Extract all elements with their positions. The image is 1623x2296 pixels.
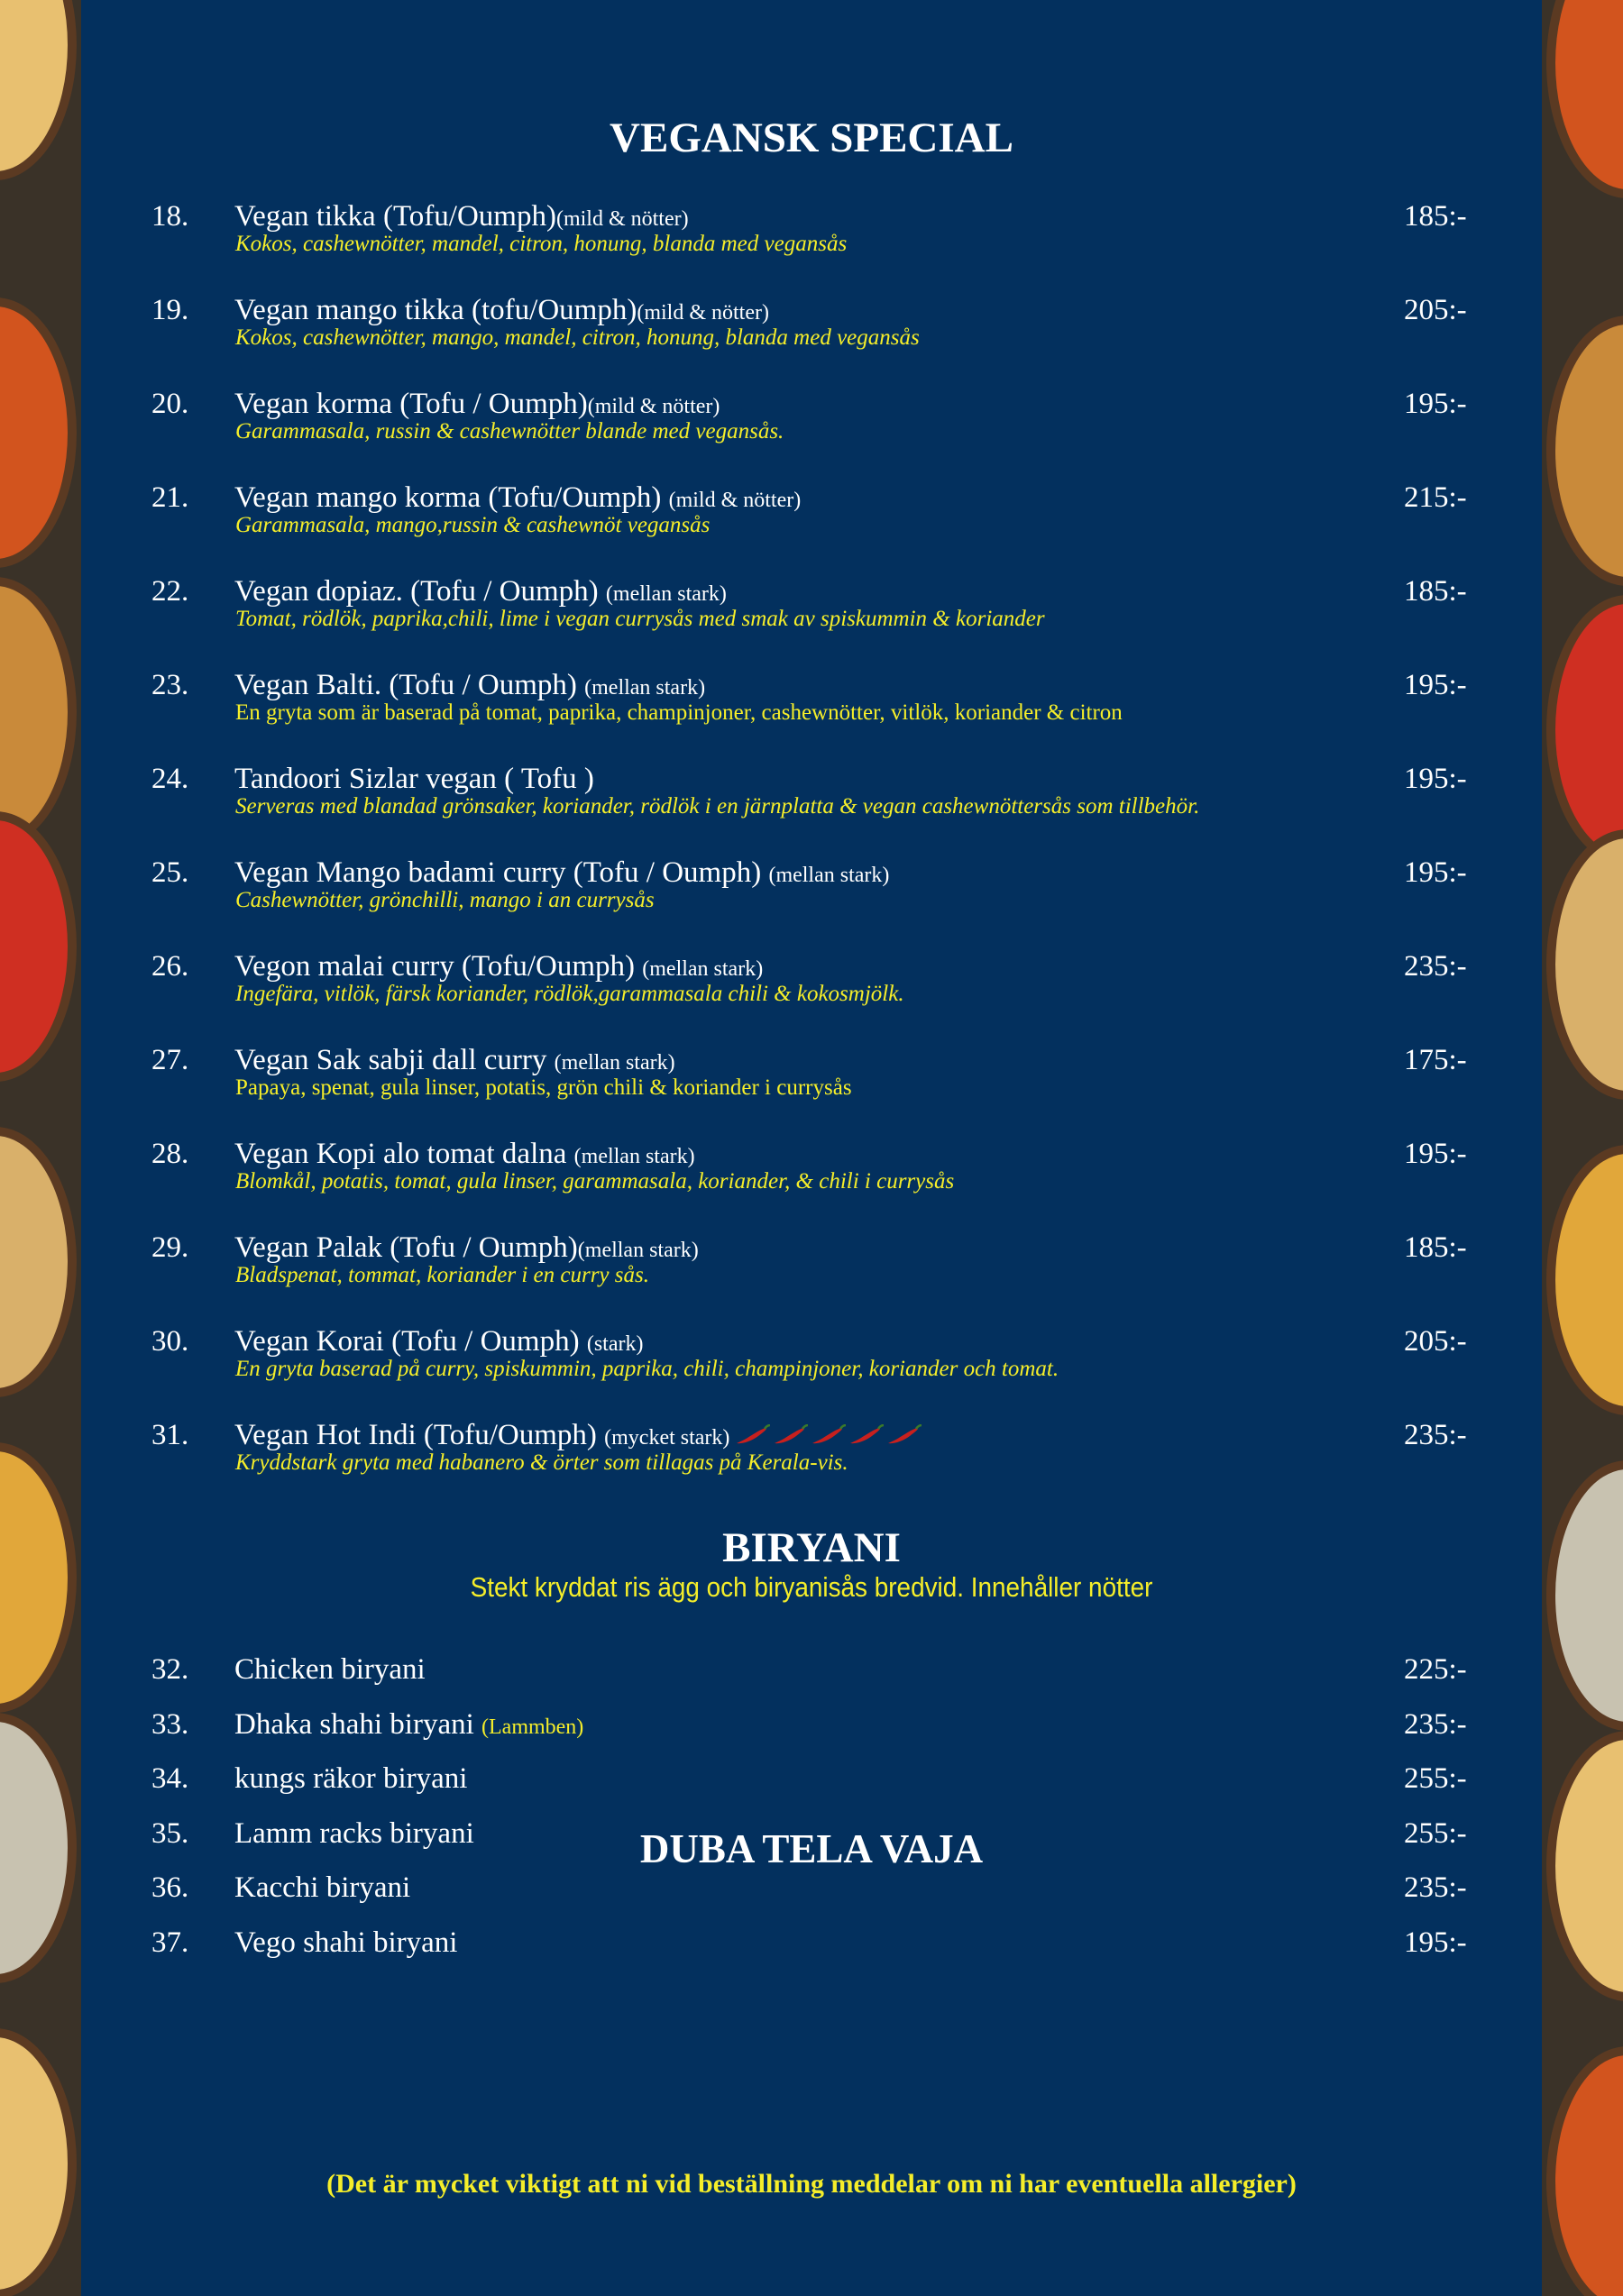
item-description: Blomkål, potatis, tomat, gula linser, garammasala, koriander, & chili i currysås bbox=[235, 1169, 955, 1194]
item-number: 37. bbox=[151, 1926, 189, 1959]
item-description: Kokos, cashewnötter, mango, mandel, citron, honung, blanda med vegansås bbox=[235, 325, 920, 350]
menu-item bbox=[81, 1925, 1542, 1964]
item-number: 19. bbox=[151, 294, 189, 326]
item-number: 31. bbox=[151, 1419, 189, 1451]
item-number: 32. bbox=[151, 1653, 189, 1686]
food-bowl-decoration bbox=[0, 0, 77, 180]
heat-level: (mycket stark) bbox=[604, 1426, 730, 1450]
menu-item bbox=[81, 1761, 1542, 1800]
item-name: Tandoori Sizlar vegan ( Tofu ) bbox=[234, 763, 594, 795]
food-bowl-decoration bbox=[1546, 316, 1623, 586]
menu-item bbox=[81, 761, 1542, 833]
item-name: Vegan Balti. (Tofu / Oumph) bbox=[234, 669, 585, 701]
item-price: 195:- bbox=[1404, 856, 1467, 889]
menu-panel bbox=[81, 0, 1542, 2296]
item-price: 195:- bbox=[1404, 763, 1467, 795]
item-description: Ingefära, vitlök, färsk koriander, rödlök,garammasala chili & kokosmjölk. bbox=[235, 982, 904, 1006]
menu-item bbox=[81, 1417, 1542, 1489]
menu-item bbox=[81, 1870, 1542, 1909]
item-name: Vegan mango korma (Tofu/Oumph) bbox=[234, 481, 669, 514]
item-price: 235:- bbox=[1404, 1707, 1467, 1741]
item-price: 185:- bbox=[1404, 575, 1467, 608]
item-price: 175:- bbox=[1404, 1044, 1467, 1076]
item-price: 185:- bbox=[1404, 200, 1467, 233]
item-price: 255:- bbox=[1404, 1816, 1467, 1850]
item-number: 30. bbox=[151, 1325, 189, 1358]
item-price: 215:- bbox=[1404, 481, 1467, 514]
chili-pepper-icon bbox=[886, 1424, 922, 1446]
food-bowl-decoration bbox=[0, 1127, 77, 1397]
item-number: 26. bbox=[151, 950, 189, 983]
heat-level: (mellan stark) bbox=[605, 582, 727, 606]
heat-level: (mellan stark) bbox=[577, 1239, 699, 1262]
menu-item bbox=[81, 667, 1542, 739]
item-description: Papaya, spenat, gula linser, potatis, grön chili & koriander i currysås bbox=[235, 1075, 852, 1100]
item-price: 205:- bbox=[1404, 1325, 1467, 1358]
item-description: Kokos, cashewnötter, mandel, citron, honung, blanda med vegansås bbox=[235, 232, 848, 256]
food-bowl-decoration bbox=[1546, 1145, 1623, 1415]
item-name: Vegan Sak sabji dall curry bbox=[234, 1044, 555, 1076]
heat-level: (mild & nötter) bbox=[668, 489, 802, 512]
item-price: 255:- bbox=[1404, 1762, 1467, 1795]
item-name: Vegan Korai (Tofu / Oumph) bbox=[234, 1325, 587, 1358]
heat-level: (mild & nötter) bbox=[587, 395, 720, 418]
item-name: Vegon malai curry (Tofu/Oumph) bbox=[234, 950, 643, 983]
food-bowl-decoration bbox=[0, 297, 77, 568]
food-bowl-decoration bbox=[1546, 1460, 1623, 1731]
item-name: Chicken biryani bbox=[234, 1653, 426, 1686]
item-number: 24. bbox=[151, 763, 189, 795]
item-name: Lamm racks biryani bbox=[234, 1816, 474, 1850]
heat-level: (mellan stark) bbox=[554, 1051, 675, 1075]
item-number: 20. bbox=[151, 388, 189, 420]
item-price: 235:- bbox=[1404, 1419, 1467, 1451]
heat-level: (stark) bbox=[586, 1332, 644, 1356]
item-name-line bbox=[234, 761, 594, 797]
allergy-notice: (Det är mycket viktigt att ni vid beställning meddelar om ni har eventuella allergier) bbox=[326, 2169, 1297, 2199]
chili-pepper-icon bbox=[773, 1424, 809, 1446]
item-description: Cashewnötter, grönchilli, mango i an currysås bbox=[235, 888, 655, 912]
menu-item bbox=[81, 1136, 1542, 1208]
item-name: Vegan mango tikka (tofu/Oumph) bbox=[234, 294, 637, 326]
item-price: 185:- bbox=[1404, 1231, 1467, 1264]
menu-item bbox=[81, 386, 1542, 458]
item-price: 235:- bbox=[1404, 1871, 1467, 1904]
menu-item bbox=[81, 198, 1542, 270]
item-price: 195:- bbox=[1404, 669, 1467, 701]
biryani-subtitle: Stekt kryddat ris ägg och biryanisås bredvid. Innehåller nötter bbox=[470, 1571, 1153, 1603]
item-note: (Lammben) bbox=[481, 1715, 584, 1739]
item-name: Vegan Hot Indi (Tofu/Oumph) bbox=[234, 1419, 605, 1451]
item-price: 195:- bbox=[1404, 388, 1467, 420]
menu-item bbox=[81, 948, 1542, 1020]
item-description: Kryddstark gryta med habanero & örter som tillagas på Kerala-vis. bbox=[235, 1450, 848, 1475]
item-description: En gryta som är baserad på tomat, paprika, champinjoner, cashewnötter, vitlök, koriander & citron bbox=[235, 700, 1123, 725]
item-number: 35. bbox=[151, 1816, 189, 1850]
menu-item bbox=[81, 480, 1542, 552]
chili-pepper-icon bbox=[848, 1424, 885, 1446]
item-price: 235:- bbox=[1404, 950, 1467, 983]
item-description: Serveras med blandad grönsaker, koriander, rödlök i en järnplatta & vegan cashewnöttersås som tillbehör. bbox=[235, 794, 1200, 819]
menu-item bbox=[81, 292, 1542, 364]
heat-level: (mild & nötter) bbox=[637, 301, 769, 325]
item-name: kungs räkor biryani bbox=[234, 1762, 468, 1795]
food-bowl-decoration bbox=[1546, 0, 1623, 198]
item-name-line bbox=[234, 1651, 426, 1688]
item-description: En gryta baserad på curry, spiskummin, paprika, chili, champinjoner, koriander och tomat. bbox=[235, 1357, 1059, 1381]
food-bowl-decoration bbox=[1546, 2046, 1623, 2296]
heat-level: (mellan stark) bbox=[768, 864, 890, 887]
item-number: 23. bbox=[151, 669, 189, 701]
item-number: 28. bbox=[151, 1138, 189, 1170]
item-number: 29. bbox=[151, 1231, 189, 1264]
item-name: Vegan korma (Tofu / Oumph) bbox=[234, 388, 588, 420]
heat-level: (mellan stark) bbox=[584, 676, 706, 700]
item-number: 22. bbox=[151, 575, 189, 608]
menu-item bbox=[81, 1230, 1542, 1302]
item-name: Vegan dopiaz. (Tofu / Oumph) bbox=[234, 575, 606, 608]
menu-item bbox=[81, 855, 1542, 927]
item-description: Tomat, rödlök, paprika,chili, lime i vegan currysås med smak av spiskummin & koriander bbox=[235, 607, 1045, 631]
item-price: 225:- bbox=[1404, 1653, 1467, 1686]
menu-item bbox=[81, 1042, 1542, 1114]
food-bowl-decoration bbox=[1546, 595, 1623, 865]
item-name: Vegan tikka (Tofu/Oumph) bbox=[234, 200, 556, 233]
item-number: 25. bbox=[151, 856, 189, 889]
food-bowl-decoration bbox=[1546, 1731, 1623, 2001]
food-bowl-decoration bbox=[0, 811, 77, 1082]
heat-level: (mellan stark) bbox=[573, 1145, 695, 1168]
item-number: 34. bbox=[151, 1762, 189, 1795]
item-name-line bbox=[234, 1870, 410, 1906]
item-name-line bbox=[234, 1706, 583, 1745]
item-name: Vegan Mango badami curry (Tofu / Oumph) bbox=[234, 856, 769, 889]
food-bowl-decoration bbox=[1546, 829, 1623, 1100]
item-price: 195:- bbox=[1404, 1138, 1467, 1170]
food-bowl-decoration bbox=[0, 1713, 77, 1983]
food-photo-left bbox=[0, 0, 81, 2296]
item-name-line bbox=[234, 1761, 467, 1797]
item-description: Garammasala, mango,russin & cashewnöt vegansås bbox=[235, 513, 711, 537]
item-price: 195:- bbox=[1404, 1926, 1467, 1959]
food-bowl-decoration bbox=[0, 1442, 77, 1713]
item-name-line bbox=[234, 1925, 457, 1961]
chili-pepper-icon bbox=[811, 1424, 847, 1446]
heat-level: (mild & nötter) bbox=[555, 207, 689, 231]
menu-item bbox=[81, 1706, 1542, 1746]
duba-section-title: DUBA TELA VAJA bbox=[639, 1826, 984, 1871]
menu-item bbox=[81, 1651, 1542, 1691]
menu-item bbox=[81, 1323, 1542, 1395]
food-photo-right bbox=[1542, 0, 1623, 2296]
biryani-section-title: BIRYANI bbox=[722, 1524, 901, 1571]
item-number: 18. bbox=[151, 200, 189, 233]
item-name: Vegan Palak (Tofu / Oumph) bbox=[234, 1231, 578, 1264]
item-name: Dhaka shahi biryani bbox=[234, 1707, 482, 1741]
vegan-section-title: VEGANSK SPECIAL bbox=[610, 114, 1013, 161]
item-price: 205:- bbox=[1404, 294, 1467, 326]
item-description: Bladspenat, tommat, koriander i en curry sås. bbox=[235, 1263, 649, 1287]
food-bowl-decoration bbox=[0, 577, 77, 847]
heat-level: (mellan stark) bbox=[642, 957, 764, 981]
item-name: Vegan Kopi alo tomat dalna bbox=[234, 1138, 574, 1170]
item-number: 21. bbox=[151, 481, 189, 514]
chili-pepper-icon bbox=[735, 1424, 771, 1446]
food-bowl-decoration bbox=[0, 2028, 77, 2296]
item-number: 33. bbox=[151, 1707, 189, 1741]
item-name: Vego shahi biryani bbox=[234, 1926, 458, 1959]
item-number: 36. bbox=[151, 1871, 189, 1904]
item-number: 27. bbox=[151, 1044, 189, 1076]
item-name: Kacchi biryani bbox=[234, 1871, 411, 1904]
item-description: Garammasala, russin & cashewnötter blande med vegansås. bbox=[235, 419, 784, 444]
menu-item bbox=[81, 573, 1542, 645]
